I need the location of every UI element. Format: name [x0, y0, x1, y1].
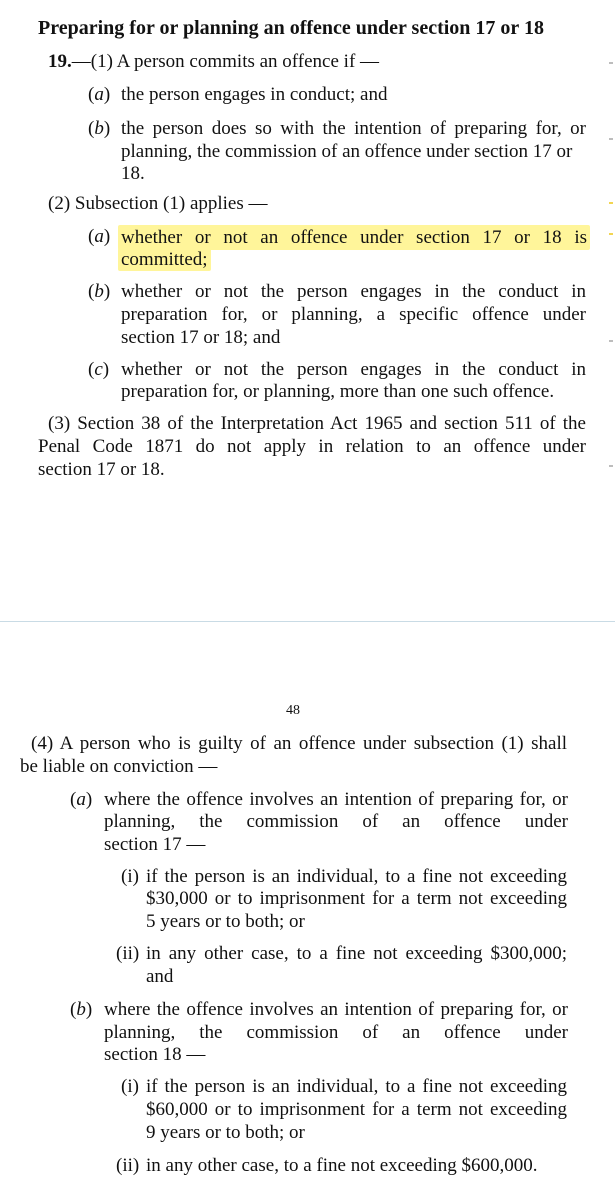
- margin-mark: [609, 62, 613, 64]
- margin-mark: [609, 138, 613, 140]
- para-1-b-line: planning, the commission of an offence under section 17 or: [121, 141, 573, 162]
- highlighted-text: whether or not an offence under section 17 or 18 is: [118, 225, 590, 250]
- para-1-a-text: the person engages in conduct; and: [121, 84, 388, 105]
- para-4-a-ii-line: and: [146, 966, 174, 987]
- para-2-c-line: whether or not the person engages in the conduct in: [121, 359, 586, 380]
- para-4-b-i-line: if the person is an individual, to a fine not exceeding: [146, 1076, 567, 1097]
- para-4-b-i-label: (i): [121, 1076, 139, 1097]
- para-4-a-i-line: $30,000 or to imprisonment for a term not exceeding: [146, 888, 567, 909]
- margin-highlight-mark: [609, 202, 613, 204]
- subsection-4-line: be liable on conviction —: [20, 756, 218, 777]
- page-separator: [0, 621, 615, 622]
- para-2-b-line: whether or not the person engages in the conduct in: [121, 281, 586, 302]
- para-4-b-line: where the offence involves an intention of preparing for, or: [104, 999, 568, 1020]
- para-2-a-label: (a): [88, 226, 111, 247]
- para-1-a-label: (a): [88, 84, 111, 105]
- para-4-a-i-line: 5 years or to both; or: [146, 911, 305, 932]
- para-1-b-line: 18.: [121, 163, 145, 184]
- subsection-3-line: Penal Code 1871 do not apply in relation to an offence under: [38, 436, 586, 457]
- para-2-b-line: preparation for, or planning, a specific offence under: [121, 304, 586, 325]
- para-4-a-line: section 17 —: [104, 834, 206, 855]
- para-2-a-highlight: [121, 248, 211, 271]
- para-4-a-i-line: if the person is an individual, to a fine not exceeding: [146, 866, 567, 887]
- para-4-b-label: (b): [70, 999, 93, 1020]
- highlighted-text: committed;: [118, 248, 211, 271]
- section-heading: Preparing for or planning an offence under section 17 or 18: [38, 17, 544, 39]
- margin-mark: [609, 340, 613, 342]
- para-4-b-i-line: $60,000 or to imprisonment for a term not exceeding: [146, 1099, 567, 1120]
- para-4-a-label: (a): [70, 789, 93, 810]
- margin-mark: [609, 465, 613, 467]
- para-4-a-i-label: (i): [121, 866, 139, 887]
- para-2-b-label: (b): [88, 281, 111, 302]
- para-2-a-highlight: [121, 225, 587, 248]
- para-4-a-ii-label: (ii): [116, 943, 140, 964]
- para-1-b-label: (b): [88, 118, 111, 139]
- para-2-c-line: preparation for, or planning, more than one such offence.: [121, 381, 555, 402]
- page-number: 48: [286, 703, 300, 718]
- para-4-b-i-line: 9 years or to both; or: [146, 1122, 305, 1143]
- subsection-1-intro: 19.—(1) A person commits an offence if —: [48, 51, 380, 72]
- para-4-b-ii-line: in any other case, to a fine not exceeding $600,000.: [146, 1155, 538, 1176]
- subsection-4-line: (4) A person who is guilty of an offence under subsection (1) shall: [31, 733, 567, 754]
- subsection-3-line: section 17 or 18.: [38, 459, 165, 480]
- para-4-b-ii-label: (ii): [116, 1155, 140, 1176]
- margin-highlight-mark: [609, 233, 613, 235]
- para-2-b-line: section 17 or 18; and: [121, 327, 281, 348]
- section-number: 19.: [48, 51, 72, 72]
- para-4-a-line: planning, the commission of an offence under: [104, 811, 568, 832]
- para-2-c-label: (c): [88, 359, 110, 380]
- para-4-a-line: where the offence involves an intention of preparing for, or: [104, 789, 568, 810]
- para-4-a-ii-line: in any other case, to a fine not exceeding $300,000;: [146, 943, 567, 964]
- para-4-b-line: planning, the commission of an offence under: [104, 1022, 568, 1043]
- document-page-bottom: [0, 624, 615, 1200]
- para-4-b-line: section 18 —: [104, 1044, 206, 1065]
- para-1-b-line: the person does so with the intention of preparing for, or: [121, 118, 586, 139]
- subsection-3-line: (3) Section 38 of the Interpretation Act 1965 and section 511 of the: [48, 413, 586, 434]
- subsection-2-intro: (2) Subsection (1) applies —: [48, 193, 268, 214]
